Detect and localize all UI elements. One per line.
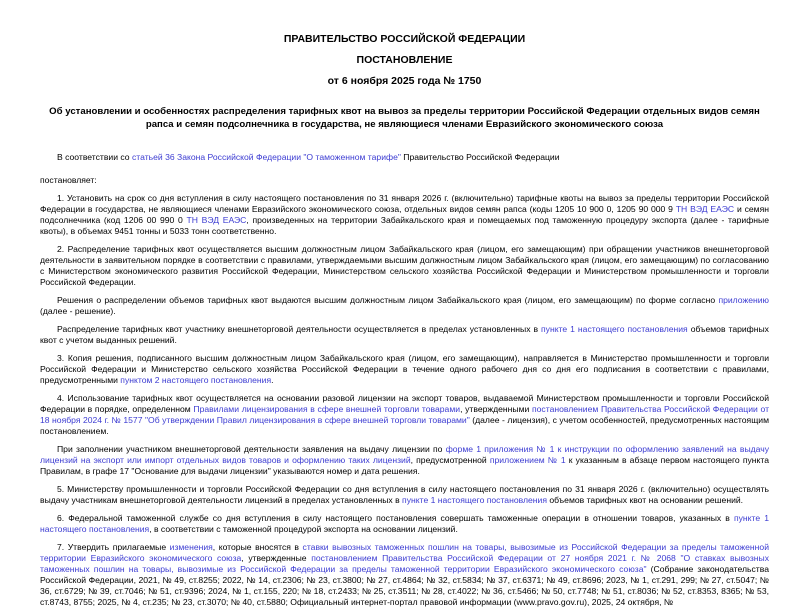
text-run: 5. Министерству промышленности и торговли Российской Федерации со дня вступления в силу настоящего постановления по 31 января 2026 г. (включительно) осуществлять выдачу участникам внешнеторговой деятельности лицензий в пределах установленных в [40,484,769,505]
paragraph [40,542,769,608]
text-run: 6. Федеральной таможенной службе со дня вступления в силу настоящего постановления совершать таможенные операции в отношении товаров, указанных в [57,513,734,523]
text-run: , в соответствии с таможенной процедурой экспорта на основании лицензий. [149,524,458,534]
paragraph [40,244,769,288]
document-type: ПОСТАНОВЛЕНИЕ [356,54,453,66]
text-run: (далее - лицензия), с учетом особенностей, предусмотренных настоящим постановлением. [40,415,769,436]
text-run: , утвержденными [460,404,532,414]
doc-link[interactable]: пункте 1 настоящего постановления [541,324,688,334]
doc-link[interactable]: изменения [169,542,213,552]
doc-link[interactable]: приложением № 1 [489,455,566,465]
document-authority: ПРАВИТЕЛЬСТВО РОССИЙСКОЙ ФЕДЕРАЦИИ [283,33,526,45]
text-run: постановляет: [40,175,97,185]
text-run: (Собрание законодательства Российской Федерации, 2021, № 49, ст.8255; 2022, № 14, ст.2306; № 23, ст.3800; № 27, ст.4864; № 32, ст.5834; № 37, ст.6371; № 49, ст.8696; 2023, № 1, ст.291, 299; № 27, ст.5047; № 36, ст.6729; № 39, ст.7046; № 51, ст.9396; 2024, № 1, ст.155, 220; № 18, ст.2433; № 25, ст.3511; № 28, ст.4022; № 36, ст.5466; № 50, ст.7748; № 51, ст.8036; № 52, ст.8353, 8365; № 53, ст.8743, 8755; 2025, № 4, ст.235; № 23, ст.3070; № 40, ст.5880; Официальный интернет-портал правовой информации (www.pravo.gov.ru), 2025, 24 октября, № [40,564,769,607]
document-body [40,152,769,608]
paragraph [40,152,769,163]
text-run: В соответствии со [57,152,132,162]
text-run: Решения о распределении объемов тарифных квот выдаются высшим должностным лицом Забайкальского края (лицом, его замещающим) по форме согласно [57,295,719,305]
doc-link[interactable]: ТН ВЭД ЕАЭС [186,215,247,225]
document-date-number: от 6 ноября 2025 года № 1750 [327,75,482,87]
doc-link[interactable]: Правилами лицензирования в сфере внешней торговли товарами [193,404,461,414]
text-run: объемов тарифных квот на основании решений. [546,495,744,505]
doc-link[interactable]: пункте 1 настоящего постановления [402,495,547,505]
document-title: Об установлении и особенностях распределения тарифных квот на вывоз за пределы территории Российской Федерации отдельных видов семян рапса и семян подсолнечника в государства, не являющиеся членами Евразийского экономического союза [49,106,760,130]
paragraph [40,393,769,437]
text-run: объемов тарифных квот с учетом выданных решений. [40,324,769,345]
text-run: (далее - решение). [40,306,116,316]
paragraph [40,513,769,535]
text-run: и семян подсолнечника (код 1206 00 990 0 [40,204,769,225]
text-run: 7. Утвердить прилагаемые [57,542,170,552]
doc-link[interactable]: форме 1 приложения № 1 к инструкции по оформлению заявлений на выдачу лицензий на экспорт или импорт отдельных видов товаров и оформлению таких лицензий [40,444,769,465]
text-run: , утвержденные [241,553,312,563]
text-run: 2. Распределение тарифных квот осуществляется высшим должностным лицом Забайкальского края (лицом, его замещающим) при обращении участников внешнеторговой деятельности в заявительном порядке в соответствии с правилами, утверждаемыми высшим должностным лицом Забайкальского края (лицом, его замещающим) по согласованию с Министерством экономического развития Российской Федерации, Министерством сельского хозяйства Российской Федерации и Министерством промышленности и торговли Российской Федерации. [40,244,769,287]
doc-link[interactable]: ставки вывозных таможенных пошлин на товары, вывозимые из Российской Федерации за пределы таможенной территории Евразийского экономического союза [40,542,769,563]
doc-link[interactable]: пунктом 2 настоящего постановления [120,375,272,385]
doc-link[interactable]: пункте 1 настоящего постановления [40,513,769,534]
paragraph [40,353,769,386]
text-run: 3. Копия решения, подписанного высшим должностным лицом Забайкальского края (лицом, его замещающим), направляется в Министерство промышленности и торговли Российской Федерации и Министерство сельского хозяйства Российской Федерации в течение одного рабочего дня со дня его подписания в соответствии с правилами, предусмотренными [40,353,769,385]
doc-link[interactable]: статьей 36 Закона Российской Федерации "О таможенном тарифе" [131,152,401,162]
paragraph [40,484,769,506]
text-run: Правительство Российской Федерации [400,152,560,162]
doc-link[interactable]: постановлением Правительства Российской Федерации от 27 ноября 2021 г. № 2068 "О ставках вывозных таможенных пошлин на товары, вывозимые из Российской Федерации за пределы таможенной территории Евразийского экономического союза" [40,553,769,574]
paragraph [40,444,769,477]
paragraph [40,175,769,186]
text-run: , которые вносятся в [212,542,303,552]
doc-link[interactable]: ТН ВЭД ЕАЭС [675,204,735,214]
text-run: 1. Установить на срок со дня вступления в силу настоящего постановления по 31 января 2026 г. (включительно) тарифные квоты на вывоз за пределы территории Российской Федерации в государства, не являющиеся членами Евразийского экономического союза, отдельных видов семян рапса (коды 1205 10 900 0, 1205 90 000 9 [40,193,769,214]
doc-link[interactable]: приложению [718,295,769,305]
doc-link[interactable]: постановлением Правительства Российской Федерации от 18 ноября 2024 г. № 1577 "Об утверждении Правил лицензирования в сфере внешней торговли товарами" [40,404,769,425]
text-run: , произведенных на территории Забайкальского края и помещаемых под таможенную процедуру экспорта (далее - тарифные квоты), в объемах 9451 тонны и 5033 тонн соответственно. [40,215,769,236]
text-run: 4. Использование тарифных квот осуществляется на основании разовой лицензии на экспорт товаров, выдаваемой Министерством промышленности и торговли Российской Федерации в порядке, определенном [40,393,769,414]
text-run: . [271,375,274,385]
text-run: Распределение тарифных квот участнику внешнеторговой деятельности осуществляется в пределах установленных в [57,324,542,334]
paragraph [40,295,769,317]
text-run: к указанным в абзаце первом настоящего пункта Правилам, в графе 17 "Основание для выдачи лицензии" указываются номер и дата решения. [40,455,769,476]
paragraph [40,193,769,237]
paragraph [40,324,769,346]
text-run: , предусмотренной [410,455,490,465]
text-run: При заполнении участником внешнеторговой деятельности заявления на выдачу лицензии по [57,444,446,454]
